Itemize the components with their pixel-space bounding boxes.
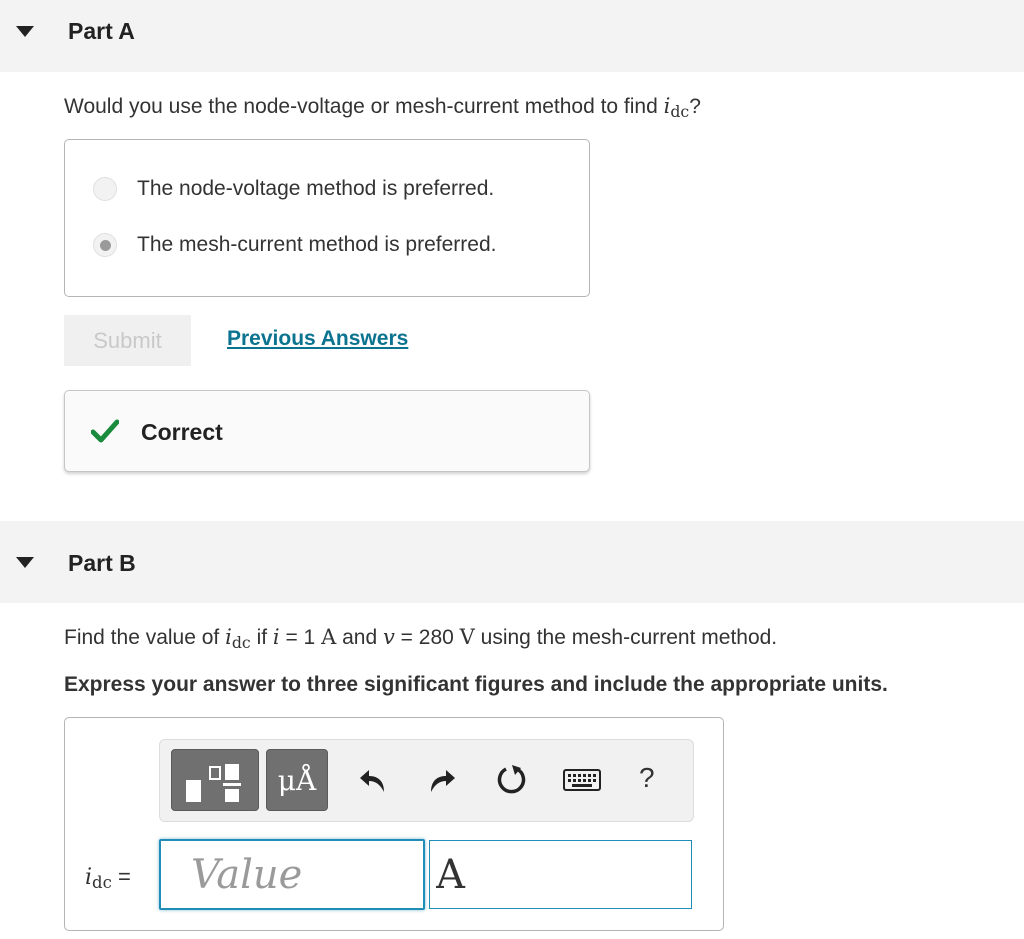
- q-text: and: [336, 626, 383, 649]
- answer-label: [85, 864, 131, 892]
- var-i: i: [225, 625, 232, 649]
- value-input[interactable]: [159, 839, 425, 910]
- radio-button[interactable]: [93, 177, 117, 201]
- choice-node-voltage[interactable]: [93, 174, 494, 204]
- answer-box: [64, 717, 724, 931]
- var-i: i: [272, 625, 280, 649]
- choice-mesh-current[interactable]: [93, 230, 496, 260]
- part-b-title: Part B: [68, 550, 136, 576]
- templates-button[interactable]: [171, 749, 259, 811]
- keyboard-icon[interactable]: [562, 760, 602, 800]
- var-sub: dc: [670, 101, 690, 121]
- reset-icon[interactable]: [494, 760, 530, 800]
- q-text: = 1: [279, 626, 322, 649]
- unit-a: A: [321, 625, 337, 649]
- choice-label: The mesh-current method is preferred.: [137, 233, 497, 256]
- choice-label: The node-voltage method is preferred.: [137, 177, 495, 200]
- radio-button-selected[interactable]: [93, 233, 117, 257]
- previous-answers-link[interactable]: Previous Answers: [227, 327, 409, 350]
- feedback-panel: [64, 390, 590, 472]
- equals-sign: =: [111, 864, 131, 889]
- var-sub: dc: [92, 873, 112, 893]
- var-sub: dc: [231, 632, 251, 652]
- submit-button[interactable]: Submit: [64, 315, 191, 366]
- q-text: = 280: [394, 626, 460, 649]
- instruction-text: Express your answer to three significant figures and include the appropriate units.: [64, 673, 888, 696]
- question-text: Would you use the node-voltage or mesh-current method to find: [64, 95, 664, 118]
- undo-icon[interactable]: [355, 760, 391, 800]
- q-text: Find the value of: [64, 626, 226, 649]
- math-toolbar: [159, 739, 694, 822]
- part-a-header[interactable]: [0, 0, 1024, 72]
- q-text: using the mesh-current method.: [474, 626, 778, 649]
- collapse-caret-icon[interactable]: [16, 26, 34, 37]
- part-b-question: [64, 625, 777, 652]
- q-text: if: [250, 626, 273, 649]
- part-a-title: Part A: [68, 18, 135, 44]
- question-mark: ?: [689, 95, 701, 118]
- help-button[interactable]: ?: [639, 762, 655, 793]
- var-i: i: [663, 94, 671, 118]
- part-b-header[interactable]: [0, 521, 1024, 603]
- unit-input[interactable]: [429, 840, 692, 909]
- checkmark-icon: [91, 419, 119, 443]
- var-v: v: [382, 625, 395, 649]
- fraction-template-icon: [172, 750, 260, 812]
- feedback-correct: Correct: [141, 419, 223, 445]
- units-button[interactable]: μÅ: [266, 749, 328, 811]
- collapse-caret-icon[interactable]: [16, 557, 34, 568]
- redo-icon[interactable]: [424, 760, 460, 800]
- unit-v: V: [459, 625, 475, 649]
- part-a-question: [64, 94, 701, 121]
- var-i: i: [85, 865, 93, 890]
- answer-choices: [64, 139, 590, 297]
